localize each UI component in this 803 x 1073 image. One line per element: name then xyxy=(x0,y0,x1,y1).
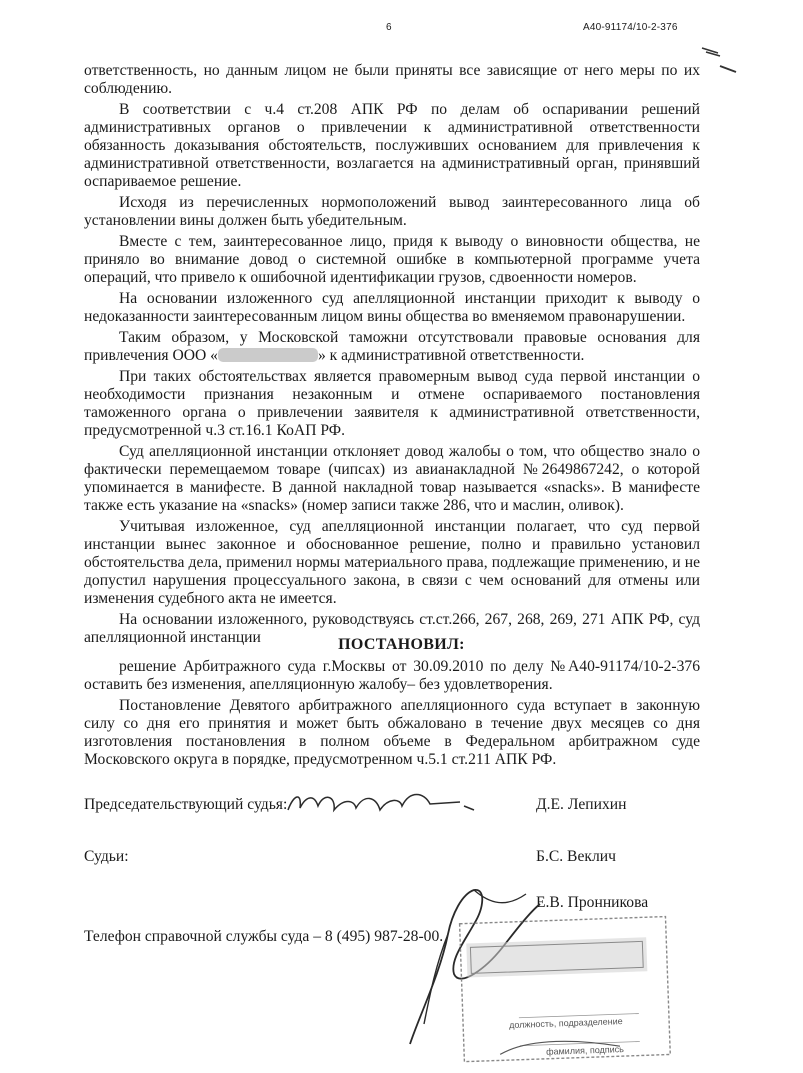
paragraph: При таких обстоятельствах является правомерным вывод суда первой инстанции о необходимости признания незаконным и отмене оспариваемого постановления таможенного органа о привлечении заявителя к административной ответственности, предусмотренной ч.3 ст.16.1 КоАП РФ. xyxy=(84,368,700,439)
ruling-text xyxy=(84,658,700,772)
paragraph: Суд апелляционной инстанции отклоняет довод жалобы о том, что общество знало о фактически перемещаемом товаре (чипсах) из авианакладной №2649867242, о которой упоминается в манифесте. В данной накладной товар называется «snacks». В манифесте также есть указание на «snacks» (номер записи также 286, что и маслин, оливок). xyxy=(84,443,700,514)
paragraph: На основании изложенного суд апелляционной инстанции приходит к выводу о недоказанности заинтересованным лицом вины общества во вменяемом правонарушении. xyxy=(84,290,700,325)
judge-name: Е.В. Пронникова xyxy=(536,894,649,911)
judges-label: Судьи: xyxy=(84,848,129,865)
signature-icon xyxy=(284,784,484,824)
judge-name: Б.С. Веклич xyxy=(536,848,616,865)
ruling-paragraph: решение Арбитражного суда г.Москвы от 30.09.2010 по делу №А40-91174/10-2-376 оставить без изменения, апелляционную жалобу– без удовлетворения. xyxy=(84,658,700,693)
ruling-heading: ПОСТАНОВИЛ: xyxy=(338,636,465,653)
paragraph: Исходя из перечисленных нормоположений вывод заинтересованного лица об установлении вины должен быть убедительным. xyxy=(84,194,700,229)
stamp-caption: фамилия, подпись xyxy=(545,1044,625,1057)
paragraph-part: » к административной ответственности. xyxy=(317,347,585,364)
ruling-paragraph: Постановление Девятого арбитражного апелляционного суда вступает в законную силу со дня его принятия и может быть обжаловано в течение двух месяцев со дня изготовления постановления в полном объеме в Федеральном арбитражном суде Московского округа в порядке, предусмотренном ч.5.1 ст.211 АПК РФ. xyxy=(84,697,700,768)
paragraph: На основании изложенного, руководствуясь ст.ст.266, 267, 268, 269, 271 АПК РФ, суд апелляционной инстанции xyxy=(84,611,700,646)
case-number: А40-91174/10-2-376 xyxy=(583,22,678,33)
phone-line: Телефон справочной службы суда – 8 (495) 987-28-00. xyxy=(84,928,444,945)
paragraph: В соответствии с ч.4 ст.208 АПК РФ по делам об оспаривании решений административных органов о привлечении к административной ответственности обязанность доказывания обстоятельств, послуживших основанием для привлечения к административной ответственности, возлагается на административный орган, принявший оспариваемое решение. xyxy=(84,101,700,190)
paragraph: Учитывая изложенное, суд апелляционной инстанции полагает, что суд первой инстанции вынес законное и обоснованное решение, полно и правильно установил обстоятельства дела, применил нормы материального права, подлежащие применению, и не допустил нарушения процессуального закона, в связи с чем оснований для отмены или изменения судебного акта не имеется. xyxy=(84,518,700,607)
stamp-caption: должность, подразделение xyxy=(508,1016,623,1031)
pen-mark-icon xyxy=(700,44,740,76)
presiding-label: Председательствующий судья: xyxy=(84,796,288,813)
redaction-icon xyxy=(218,348,318,362)
page-number: 6 xyxy=(386,22,392,33)
stamp-icon xyxy=(455,912,680,1070)
presiding-name: Д.Е. Лепихин xyxy=(536,796,627,813)
paragraph: ответственность, но данным лицом не были приняты все зависящие от него меры по их соблюдению. xyxy=(84,62,700,97)
paragraph-part: Таким образом, у Московской таможни отсутствовали правовые основания для привлечения ООО « xyxy=(84,329,700,364)
paragraph: Вместе с тем, заинтересованное лицо, придя к выводу о виновности общества, не приняло во внимание довод о системной ошибке в компьютерной программе учета операций, что привело к ошибочной идентификации грузов, сдвоенности номеров. xyxy=(84,233,700,286)
paragraph-redacted xyxy=(84,329,700,365)
body-text xyxy=(84,62,700,650)
